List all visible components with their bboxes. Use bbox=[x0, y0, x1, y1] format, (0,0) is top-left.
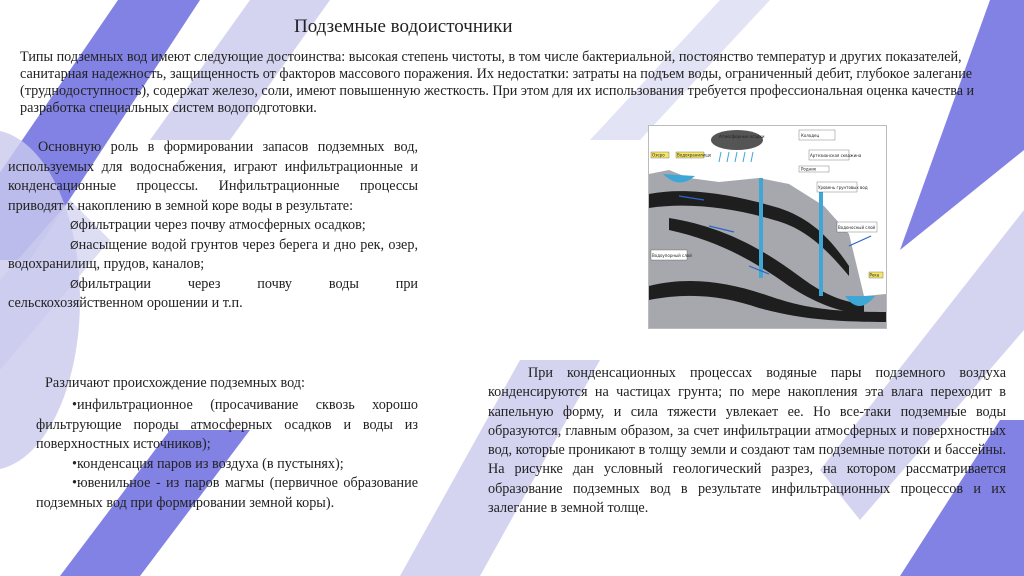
bullet-text: насыщение водой грунтов через берега и дно рек, озер, водохранилищ, прудов, каналов; bbox=[8, 236, 418, 272]
bullet-text: фильтрации через почву воды при сельскохозяйственном орошении и т.п. bbox=[8, 275, 418, 311]
infiltration-section bbox=[8, 138, 418, 314]
label-water-level: Уровень грунтовых вод bbox=[818, 185, 868, 190]
bullet-text: фильтрации через почву атмосферных осадков; bbox=[78, 217, 366, 233]
infiltration-bullet bbox=[8, 216, 418, 236]
label-well: Колодец bbox=[801, 133, 820, 138]
intro-paragraph: Типы подземных вод имеют следующие достоинства: высокая степень чистоты, в том числе бактериальной, постоянство температур и других показателей, санитарная надежность, защищенность от факторов массового поражения. Их недостатки: затраты на подъем воды, ограниченный дебит, глубокое залегание (труднодоступность), содержат железо, соли, имеют повышенную жесткость. При этом для их использования требуется профессиональная оценка качества и разработка специальных систем водоподготовки. bbox=[20, 49, 975, 116]
label-lake: Озеро bbox=[652, 152, 665, 158]
arrow-bullet-icon: Ø bbox=[70, 277, 79, 291]
geological-section-figure bbox=[648, 125, 887, 329]
dot-bullet-icon: • bbox=[72, 397, 77, 413]
origin-item-text: ювенильное - из паров магмы (первичное образование подземных вод при формировании земной коры). bbox=[36, 475, 418, 511]
label-aquifer: Водоносный слой bbox=[838, 225, 876, 230]
infiltration-bullet bbox=[8, 275, 418, 314]
condensation-section bbox=[488, 364, 1006, 518]
origin-item bbox=[36, 474, 418, 513]
dot-bullet-icon: • bbox=[72, 475, 77, 491]
label-aquiclude: Водоупорный слой bbox=[652, 253, 692, 258]
infiltration-bullet bbox=[8, 236, 418, 275]
dot-bullet-icon: • bbox=[72, 455, 77, 472]
origin-item-text: инфильтрационное (просачивание сквозь хорошо фильтрующие породы атмосферных осадков и воды из поверхностных источников); bbox=[36, 397, 418, 452]
well-shaft bbox=[759, 178, 763, 278]
origin-item bbox=[36, 455, 418, 475]
arrow-bullet-icon: Ø bbox=[70, 219, 79, 232]
infiltration-paragraph: Основную роль в формировании запасов подземных вод, используемых для водоснабжения, играют инфильтрационные и конденсационные процессы. Инфильтрационные процессы приводят к накоплению в земной коре воды в результате: bbox=[8, 139, 418, 214]
origin-item bbox=[36, 396, 418, 455]
page-title: Подземные водоисточники bbox=[294, 16, 513, 37]
stripe-right-edge bbox=[900, 0, 1024, 250]
artesian-shaft bbox=[819, 186, 823, 296]
cloud-icon bbox=[711, 130, 763, 150]
arrow-bullet-icon: Ø bbox=[70, 238, 79, 252]
origin-list bbox=[36, 396, 418, 513]
label-cloud: Атмосферные осадки bbox=[719, 134, 765, 139]
geological-section-diagram bbox=[649, 126, 886, 328]
label-reservoir: Водохранилище bbox=[677, 152, 712, 158]
label-spring: Родник bbox=[801, 166, 817, 172]
label-river: Река bbox=[869, 272, 880, 278]
origin-item-text: конденсация паров из воздуха (в пустынях); bbox=[76, 455, 344, 472]
origin-heading: Различают происхождение подземных вод: bbox=[45, 375, 305, 391]
condensation-paragraph: При конденсационных процессах водяные пары подземного воздуха конденсируются на частицах грунта; по мере накопления эта влага переходит в капельную форму, и сила тяжести увлекает ее. Но все-таки подземные воды образуются, главным образом, за счет инфильтрации атмосферных и поверхностных вод, которые проникают в толщу земли и создают там подземные потоки и бассейны. На рисунке дан условный геологический разрез, на котором рассматривается образование подземных вод в результате инфильтрационных процессов и их залегание в земной толще. bbox=[488, 365, 1006, 517]
label-artesian: Артезианская скважина bbox=[810, 153, 862, 158]
